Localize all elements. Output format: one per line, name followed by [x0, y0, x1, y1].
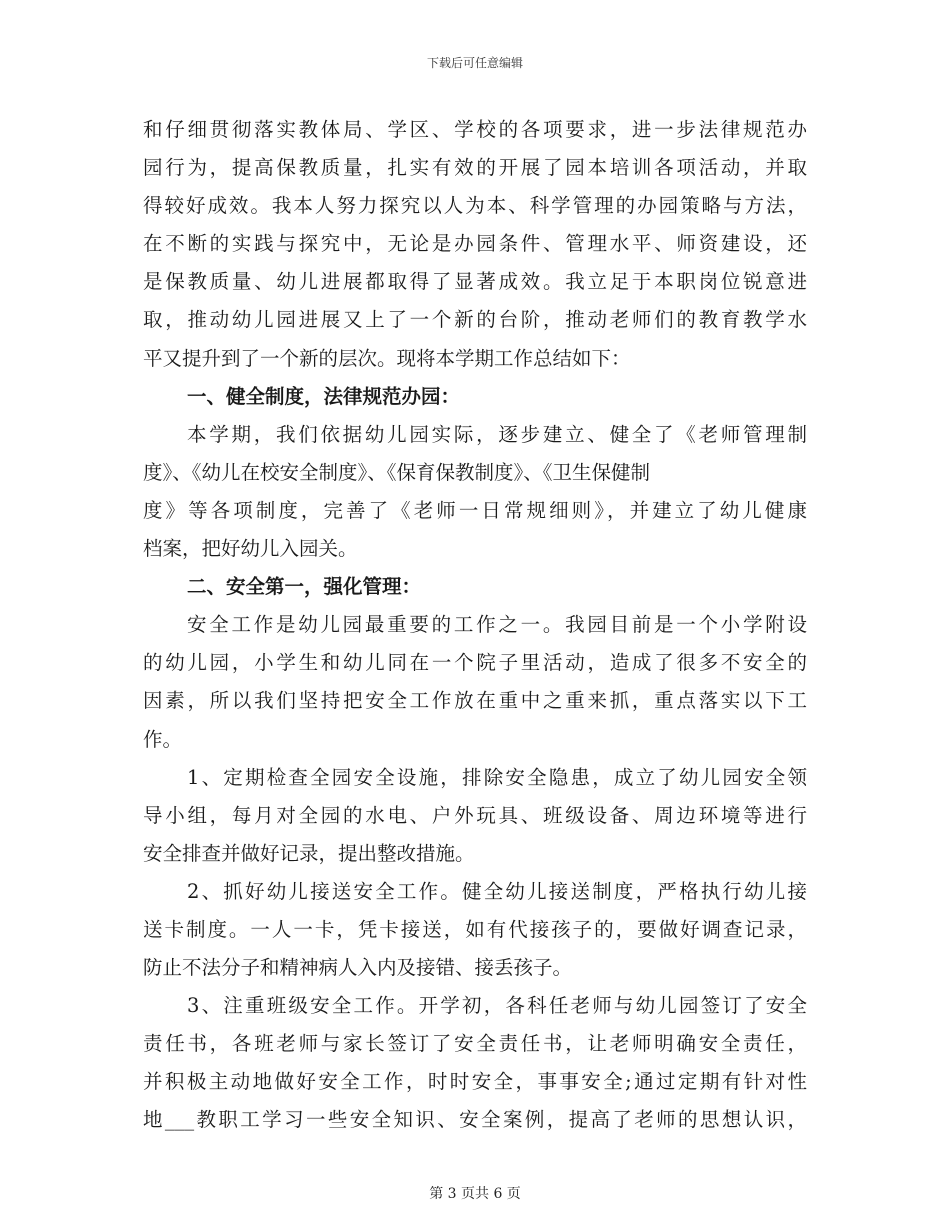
text-line: 防止不法分子和精神病人入内及接错、接丢孩子。: [143, 956, 573, 980]
section-heading: 二、安全第一，强化管理：: [187, 575, 422, 599]
text-line: 送卡制度。一人一卡，凭卡接送，如有代接孩子的，要做好调查记录，: [143, 917, 807, 941]
text-line: 度》、《幼儿在校安全制度》、《保育保教制度》、《卫生保健制: [143, 460, 651, 484]
text-line: 并积极主动地做好安全工作，时时安全，事事安全;通过定期有针对性: [143, 1070, 807, 1094]
text-line: 度》等各项制度，完善了《老师一日常规细则》，并建立了幼儿健康: [143, 498, 807, 522]
text-line: 安全排查并做好记录，提出整改措施。: [143, 841, 475, 865]
text-line: 档案，把好幼儿入园关。: [143, 537, 358, 561]
text-line: 2、抓好幼儿接送安全工作。健全幼儿接送制度，严格执行幼儿接: [187, 879, 807, 903]
text-line: 责任书，各班老师与家长签订了安全责任书，让老师明确安全责任，: [143, 1032, 807, 1056]
text-line: 1、定期检查全园安全设施，排除安全隐患，成立了幼儿园安全领: [187, 765, 807, 789]
page-header: 下载后可任意编辑: [426, 56, 523, 70]
text-line: 作。: [143, 727, 183, 751]
document-body: [143, 111, 807, 1140]
text-line: 的幼儿园，小学生和幼儿同在一个院子里活动，造成了很多不安全的: [143, 651, 807, 675]
text-line: 安全工作是幼儿园最重要的工作之一。我园目前是一个小学附设: [187, 613, 807, 637]
text-line: 导小组，每月对全园的水电、户外玩具、班级设备、周边环境等进行: [143, 803, 807, 827]
text-line: 是保教质量、幼儿进展都取得了显著成效。我立足于本职岗位锐意进: [143, 270, 807, 294]
text-line: 3、注重班级安全工作。开学初，各科任老师与幼儿园签订了安全: [187, 994, 807, 1018]
text-line: 园行为，提高保教质量，扎实有效的开展了园本培训各项活动，并取: [143, 156, 807, 180]
section-heading: 一、健全制度，法律规范办园：: [187, 384, 461, 408]
text-line: 因素，所以我们坚持把安全工作放在重中之重来抓，重点落实以下工: [143, 689, 807, 713]
text-line: 和仔细贯彻落实教体局、学区、学校的各项要求，进一步法律规范办: [143, 118, 807, 141]
text-line: 平又提升到了一个新的层次。现将本学期工作总结如下：: [143, 346, 631, 370]
text-line: 得较好成效。我本人努力探究以人为本、科学管理的办园策略与方法，: [143, 194, 807, 218]
text-line: 地___教职工学习一些安全知识、安全案例，提高了老师的思想认识，: [143, 1108, 807, 1132]
text-line: 取，推动幼儿园进展又上了一个新的台阶，推动老师们的教育教学水: [143, 308, 807, 332]
text-line: 在不断的实践与探究中，无论是办园条件、管理水平、师资建设，还: [143, 232, 807, 256]
text-line: 本学期，我们依据幼儿园实际，逐步建立、健全了《老师管理制: [187, 422, 807, 446]
page-footer: 第 3 页共 6 页: [429, 1186, 521, 1202]
